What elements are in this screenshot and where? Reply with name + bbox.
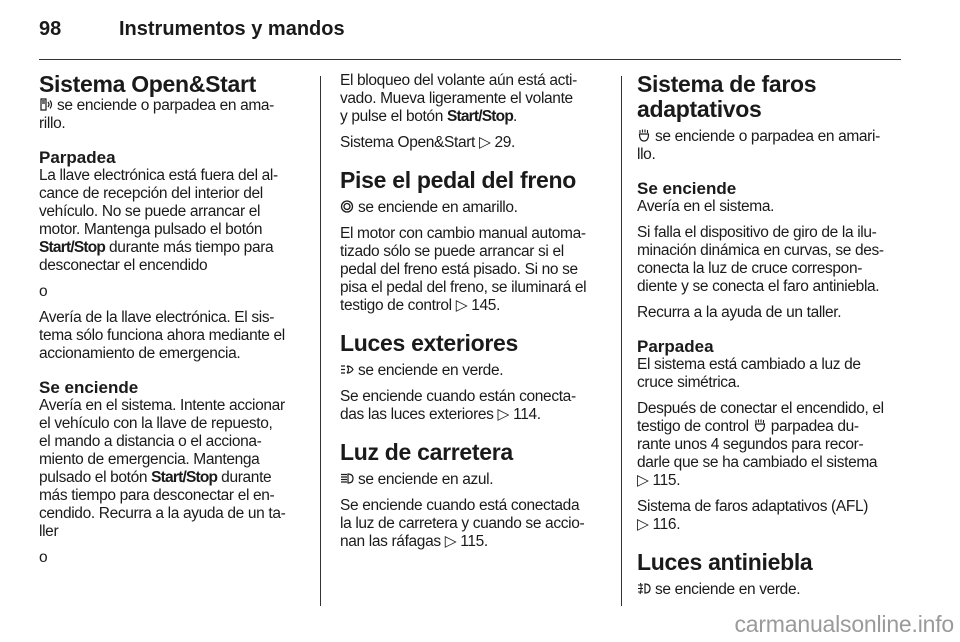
page-ref-arrow-icon: ▷	[444, 533, 457, 550]
text-line: La llave electrónica está fuera del al-	[39, 167, 278, 184]
text-line: ller	[39, 523, 59, 540]
start-stop-label: Start/Stop	[151, 469, 218, 486]
text-line: ▷ 115.	[637, 472, 681, 489]
header-title: Instrumentos y mandos	[119, 18, 345, 40]
subheading-parpadea: Parpadea	[637, 337, 714, 356]
paragraph: se enciende en verde.	[340, 362, 605, 380]
page-ref-arrow-icon: ▷	[478, 134, 491, 151]
paragraph: se enciende o parpadea en amari-	[637, 128, 905, 146]
text-line: accionamiento de emergencia.	[39, 345, 241, 362]
text-line: pedal del freno está pisado. Si no se	[340, 261, 578, 278]
text-line: rante unos 4 segundos para recor-	[637, 436, 864, 453]
section-heading-luz-carretera: Luz de carretera	[340, 439, 513, 465]
text-line: Avería en el sistema. Intente accionar	[39, 397, 285, 414]
text-line: desconectar el encendido	[39, 257, 208, 274]
cross-reference: Sistema Open&Start ▷ 29.	[340, 134, 516, 151]
text-line: la luz de carretera y cuando se accio-	[340, 515, 585, 532]
start-stop-label: Start/Stop	[39, 239, 106, 256]
subheading-se-enciende: Se enciende	[39, 378, 139, 397]
start-stop-label: Start/Stop	[446, 108, 514, 125]
section-heading-faros-adaptativos: Sistema de faros adaptativos	[637, 71, 817, 122]
column-2	[340, 72, 605, 551]
text-line: y pulse el botón Start/Stop.	[340, 108, 517, 125]
page-ref-arrow-icon: ▷	[637, 472, 649, 489]
paragraph: llo.	[637, 146, 656, 163]
column-1	[39, 72, 304, 567]
paragraph: se enciende en amarillo.	[340, 199, 605, 217]
key-remote-icon	[39, 98, 53, 111]
text-line: Start/Stop durante más tiempo para	[39, 239, 274, 256]
page-ref-arrow-icon: ▷	[637, 516, 649, 533]
text-line: das las luces exteriores ▷ 114.	[340, 406, 541, 423]
text-line: cruce simétrica.	[637, 374, 740, 391]
paragraph: se enciende o parpadea en ama-	[39, 97, 304, 115]
text-line: El bloqueo del volante aún está acti-	[340, 72, 577, 89]
fog-light-icon	[637, 582, 651, 595]
watermark: carmanualsonline.info	[734, 611, 954, 637]
text-line: vehículo. No se puede arrancar el	[39, 203, 261, 220]
text-line: cance de recepción del interior del	[39, 185, 263, 202]
text-line: o	[39, 283, 48, 300]
text-line: Sistema de faros adaptativos (AFL)	[637, 498, 869, 515]
header-rule	[39, 59, 901, 60]
text-line: Se enciende cuando está conectada	[340, 497, 580, 514]
text-line: ▷ 116.	[637, 516, 681, 533]
column-divider	[320, 76, 321, 606]
exterior-lights-icon	[340, 363, 354, 376]
text-line: Avería de la llave electrónica. El sis-	[39, 309, 275, 326]
text-line: El sistema está cambiado a luz de	[637, 356, 861, 373]
text-line: diente y se conecta el faro antiniebla.	[637, 278, 880, 295]
text-line: Si falla el dispositivo de giro de la ilu-	[637, 224, 877, 241]
section-heading-luces-exteriores: Luces exteriores	[340, 330, 519, 356]
text-line: motor. Mantenga pulsado el botón	[39, 221, 263, 238]
high-beam-icon	[340, 472, 354, 485]
subheading-parpadea: Parpadea	[39, 148, 116, 167]
page-ref-arrow-icon: ▷	[455, 297, 468, 314]
text-line: tizado sólo se puede arrancar si el	[340, 243, 564, 260]
text-line: el mando a distancia o el acciona-	[39, 433, 262, 450]
column-divider	[621, 76, 622, 606]
page-ref-arrow-icon: ▷	[497, 406, 510, 423]
section-heading-freno: Pise el pedal del freno	[340, 167, 576, 193]
brake-pedal-icon	[340, 200, 354, 213]
text-line: nan las ráfagas ▷ 115.	[340, 533, 488, 550]
adaptive-headlight-icon	[753, 419, 767, 432]
paragraph: se enciende en verde.	[637, 581, 905, 599]
text-line: más tiempo para desconectar el en-	[39, 487, 275, 504]
text-line: testigo de control parpadea du-	[637, 418, 859, 435]
column-3	[637, 72, 905, 599]
text-line: El motor con cambio manual automa-	[340, 225, 586, 242]
text-line: Recurra a la ayuda de un taller.	[637, 304, 842, 321]
text-line: pisa el pedal del freno, se iluminará el	[340, 279, 587, 296]
paragraph: se enciende en azul.	[340, 471, 605, 489]
text-line: darle que se ha cambiado el sistema	[637, 454, 878, 471]
text-line: o	[39, 549, 48, 566]
text-line: miento de emergencia. Mantenga	[39, 451, 260, 468]
adaptive-headlight-icon	[637, 129, 651, 142]
text-line: Después de conectar el encendido, el	[637, 400, 884, 417]
text-line: el vehículo con la llave de repuesto,	[39, 415, 273, 432]
text-line: vado. Mueva ligeramente el volante	[340, 90, 573, 107]
subheading-se-enciende: Se enciende	[637, 179, 737, 198]
text-line: minación dinámica en curvas, se des-	[637, 242, 884, 259]
text-line: cendido. Recurra a la ayuda de un ta-	[39, 505, 286, 522]
text-line: Se enciende cuando están conecta-	[340, 388, 576, 405]
text-line: tema sólo funciona ahora mediante el	[39, 327, 285, 344]
text-line: Avería en el sistema.	[637, 198, 775, 215]
text-line: pulsado el botón Start/Stop durante	[39, 469, 272, 486]
section-heading-luces-antiniebla: Luces antiniebla	[637, 549, 813, 575]
section-heading-open-start: Sistema Open&Start	[39, 71, 256, 97]
text-line: conecta la luz de cruce correspon-	[637, 260, 863, 277]
paragraph: rillo.	[39, 115, 66, 132]
page-number: 98	[39, 18, 62, 40]
text-line: testigo de control ▷ 145.	[340, 297, 501, 314]
